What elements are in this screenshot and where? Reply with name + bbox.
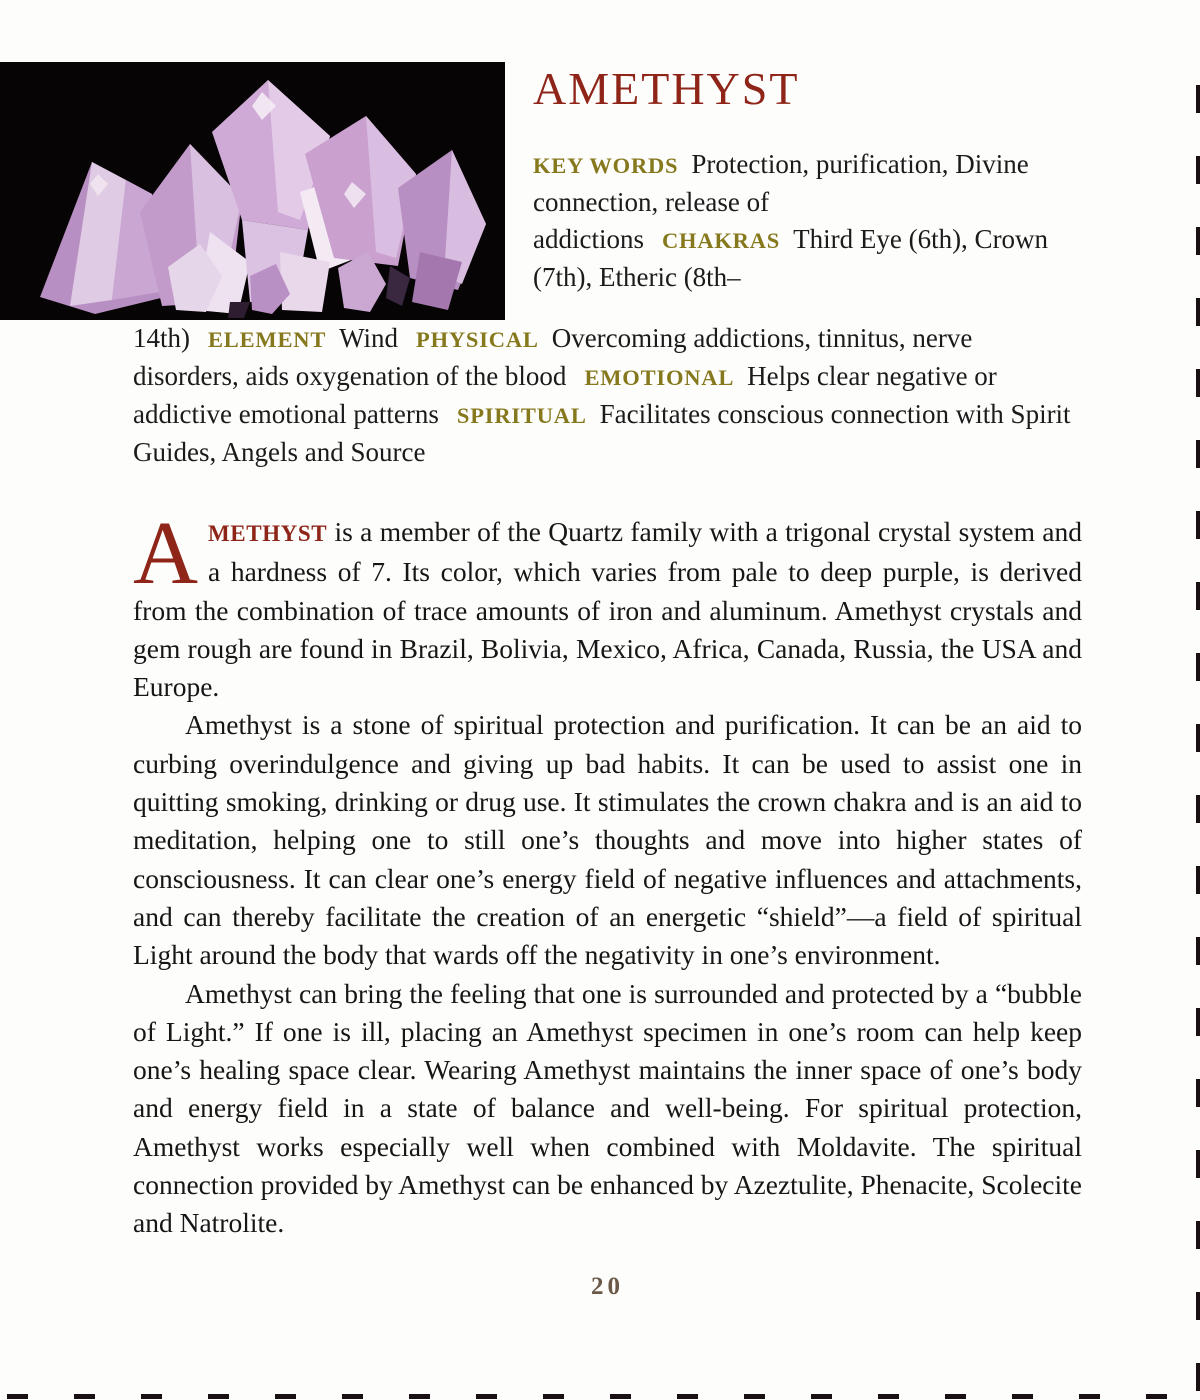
- attribute-label: PHYSICAL: [416, 327, 539, 352]
- attribute-label: CHAKRAS: [661, 228, 781, 253]
- attribute-label: KEY WORDS: [533, 153, 679, 178]
- drop-cap: A: [133, 504, 198, 603]
- attribute-label: SPIRITUAL: [456, 403, 587, 428]
- attribute-value: Overcoming addictions, tinnitus, nerve disorders, aids oxygenation of the blood: [133, 323, 973, 391]
- attribute-value: Protection, purification, Divine connection, release of addictions: [533, 149, 1029, 254]
- paragraph-2: Amethyst is a stone of spiritual protection and purification. It can be an aid to curbing overindulgence and giving up bad habits. It can be used to assist one in quitting smoking, drinking or drug use. It stimulates the crown chakra and is an aid to meditation, helping one to still one’s thoughts and move into higher states of consciousness. It can clear one’s energy field of negative influences and attachments, and can thereby facilitate the creation of an energetic “shield”—a field of spiritual Light around the body that wards off the negativity in one’s environment.: [133, 709, 1082, 971]
- page-edge-marks-bottom: [7, 1394, 1194, 1399]
- page-content: [0, 62, 1200, 1301]
- paragraph-1-text: is a member of the Quartz family with a trigonal crystal system and a hardness of 7. Its color, which varies from pale to deep purple, is derived from the combination of trace amounts of iron and aluminum. Amethyst crystals and gem rough are found in Brazil, Bolivia, Mexico, Africa, Canada, Russia, the USA and Europe.: [133, 516, 1082, 703]
- attribute-value: Wind: [339, 323, 399, 353]
- page-title: AMETHYST: [533, 63, 800, 114]
- body-text: [133, 504, 1082, 1243]
- page-edge-marks-right: [1196, 85, 1200, 1400]
- amethyst-photo-art: [0, 62, 505, 320]
- page-number: 20: [591, 1272, 624, 1300]
- attribute-value: Helps clear negative or addictive emotional patterns: [133, 361, 997, 429]
- paragraph-1: [133, 504, 1082, 706]
- amethyst-photo: [0, 62, 505, 320]
- attribute-value: Third Eye (6th), Crown (7th), Etheric (8th–14th): [133, 224, 1049, 353]
- lead-small-caps: METHYST: [208, 521, 328, 546]
- paragraph-3: Amethyst can bring the feeling that one is surrounded and protected by a “bubble of Light.” If one is ill, placing an Amethyst specimen in one’s room can help keep one’s healing space clear. Wearing Amethyst maintains the inner space of one’s body and energy field in a state of balance and well-being. For spiritual protection, Amethyst works especially well when combined with Moldavite. The spiritual connection provided by Amethyst can be enhanced by Azeztulite, Phenacite, Scolecite and Natrolite.: [133, 977, 1082, 1239]
- attribute-label: EMOTIONAL: [584, 365, 735, 390]
- attribute-label: ELEMENT: [208, 327, 327, 352]
- attribute-value: Facilitates conscious connection with Spirit Guides, Angels and Source: [133, 399, 1071, 467]
